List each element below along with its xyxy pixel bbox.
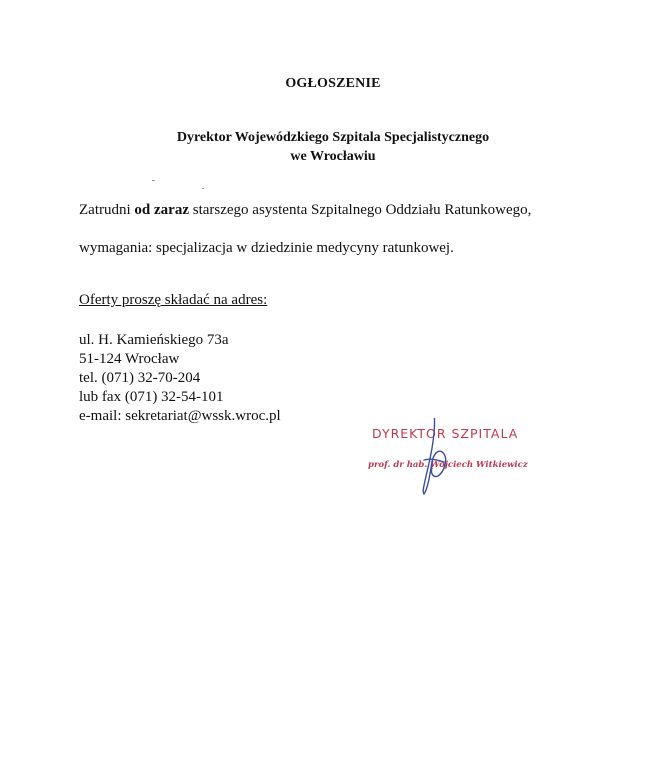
job-offer-text-end: starszego asystenta Szpitalnego Oddziału Ratunkowego,: [188, 202, 532, 218]
address-block: [79, 331, 281, 426]
address-fax: lub fax (071) 32-54-101: [79, 389, 224, 405]
issuer-line-2: we Wrocławiu: [290, 149, 376, 164]
address-city: 51-124 Wrocław: [79, 351, 180, 367]
address-street: ul. H. Kamieńskiego 73a: [79, 332, 229, 348]
job-offer-text-start: Zatrudni: [79, 202, 135, 218]
requirements-paragraph: wymagania: specjalizacja w dziedzinie medycyny ratunkowej.: [79, 240, 454, 256]
issuer-heading: [0, 128, 666, 166]
address-email: e-mail: sekretariat@wssk.wroc.pl: [79, 408, 281, 424]
offers-heading: Oferty proszę składać na adres:: [79, 292, 268, 308]
stamp-name: prof. dr hab. Wojciech Witkiewicz: [368, 460, 528, 470]
document-title: OGŁOSZENIE: [285, 76, 381, 91]
scan-speck: [152, 180, 155, 181]
scan-speck: [202, 188, 204, 189]
issuer-line-1: Dyrektor Wojewódzkiego Szpitala Specjalistycznego: [176, 130, 490, 145]
address-phone: tel. (071) 32-70-204: [79, 370, 201, 386]
job-offer-emphasis: od zaraz: [134, 202, 189, 218]
stamp-title: DYREKTOR SZPITALA: [372, 426, 519, 441]
handwritten-signature: [360, 418, 560, 498]
job-offer-paragraph: [79, 202, 531, 219]
director-stamp: [360, 418, 560, 498]
